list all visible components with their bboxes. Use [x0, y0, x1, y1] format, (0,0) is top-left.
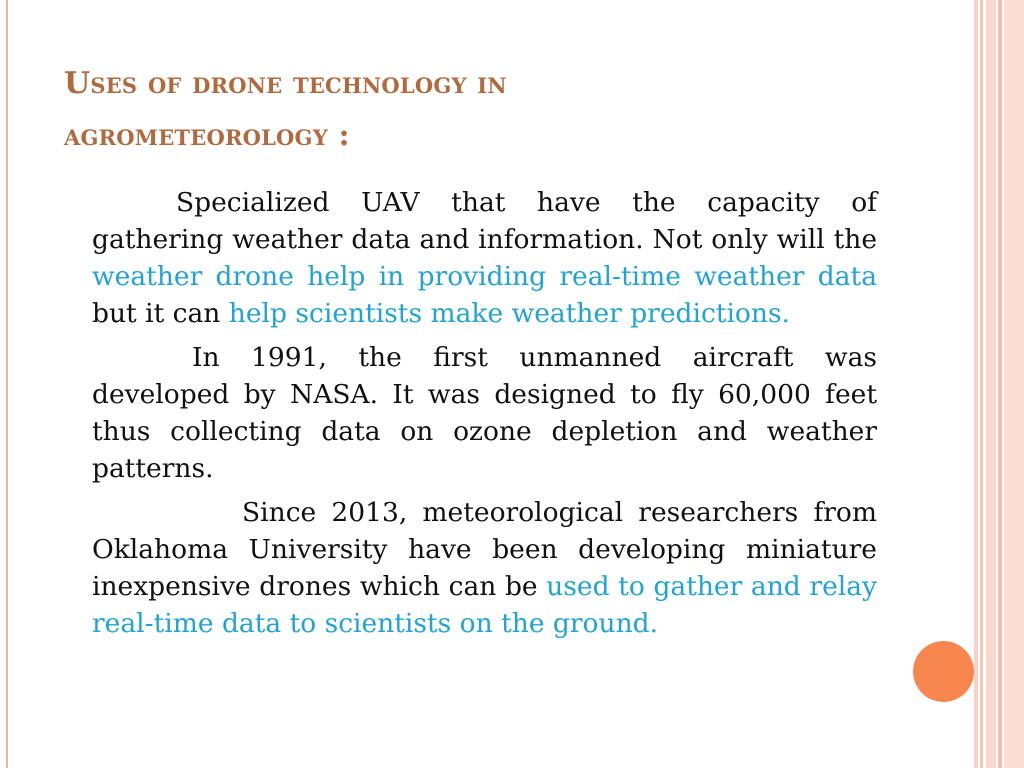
paragraph-uav-capacity	[92, 184, 877, 332]
paragraph-text: Since 2013, meteorological researchers from Oklahoma University have been developing miniature inexpensive drones which can be	[92, 497, 877, 602]
paragraph-text: Specialized UAV that have the capacity of gathering weather data and information. Not only will the	[92, 187, 877, 255]
left-border-line	[6, 0, 8, 768]
slide-title	[64, 58, 944, 162]
slide-title-line-2: agrometeorology :	[64, 118, 350, 153]
paragraph-text: but it can	[92, 298, 229, 329]
highlighted-text: help scientists make weather predictions.	[228, 298, 790, 329]
decorative-orb	[913, 641, 974, 702]
slide-body	[92, 184, 877, 642]
paragraph-oklahoma-research	[92, 494, 877, 642]
right-border-stripe	[986, 0, 996, 768]
right-border-stripe	[1004, 0, 1024, 768]
right-border-stripe	[974, 0, 978, 768]
right-border-stripe	[998, 0, 1002, 768]
slide-title-line-1: Uses of drone technology in	[64, 66, 507, 101]
paragraph-text: In 1991, the first unmanned aircraft was developed by NASA. It was designed to fly 60,000 feet thus collecting data on ozone depletion and weather patterns.	[92, 342, 877, 484]
highlighted-text: weather drone help in providing real-time weather data	[92, 261, 877, 292]
right-border-stripe	[980, 0, 983, 768]
paragraph-nasa-history	[92, 339, 877, 487]
highlighted-text: used to gather and relay real-time data to scientists on the ground.	[92, 571, 877, 639]
